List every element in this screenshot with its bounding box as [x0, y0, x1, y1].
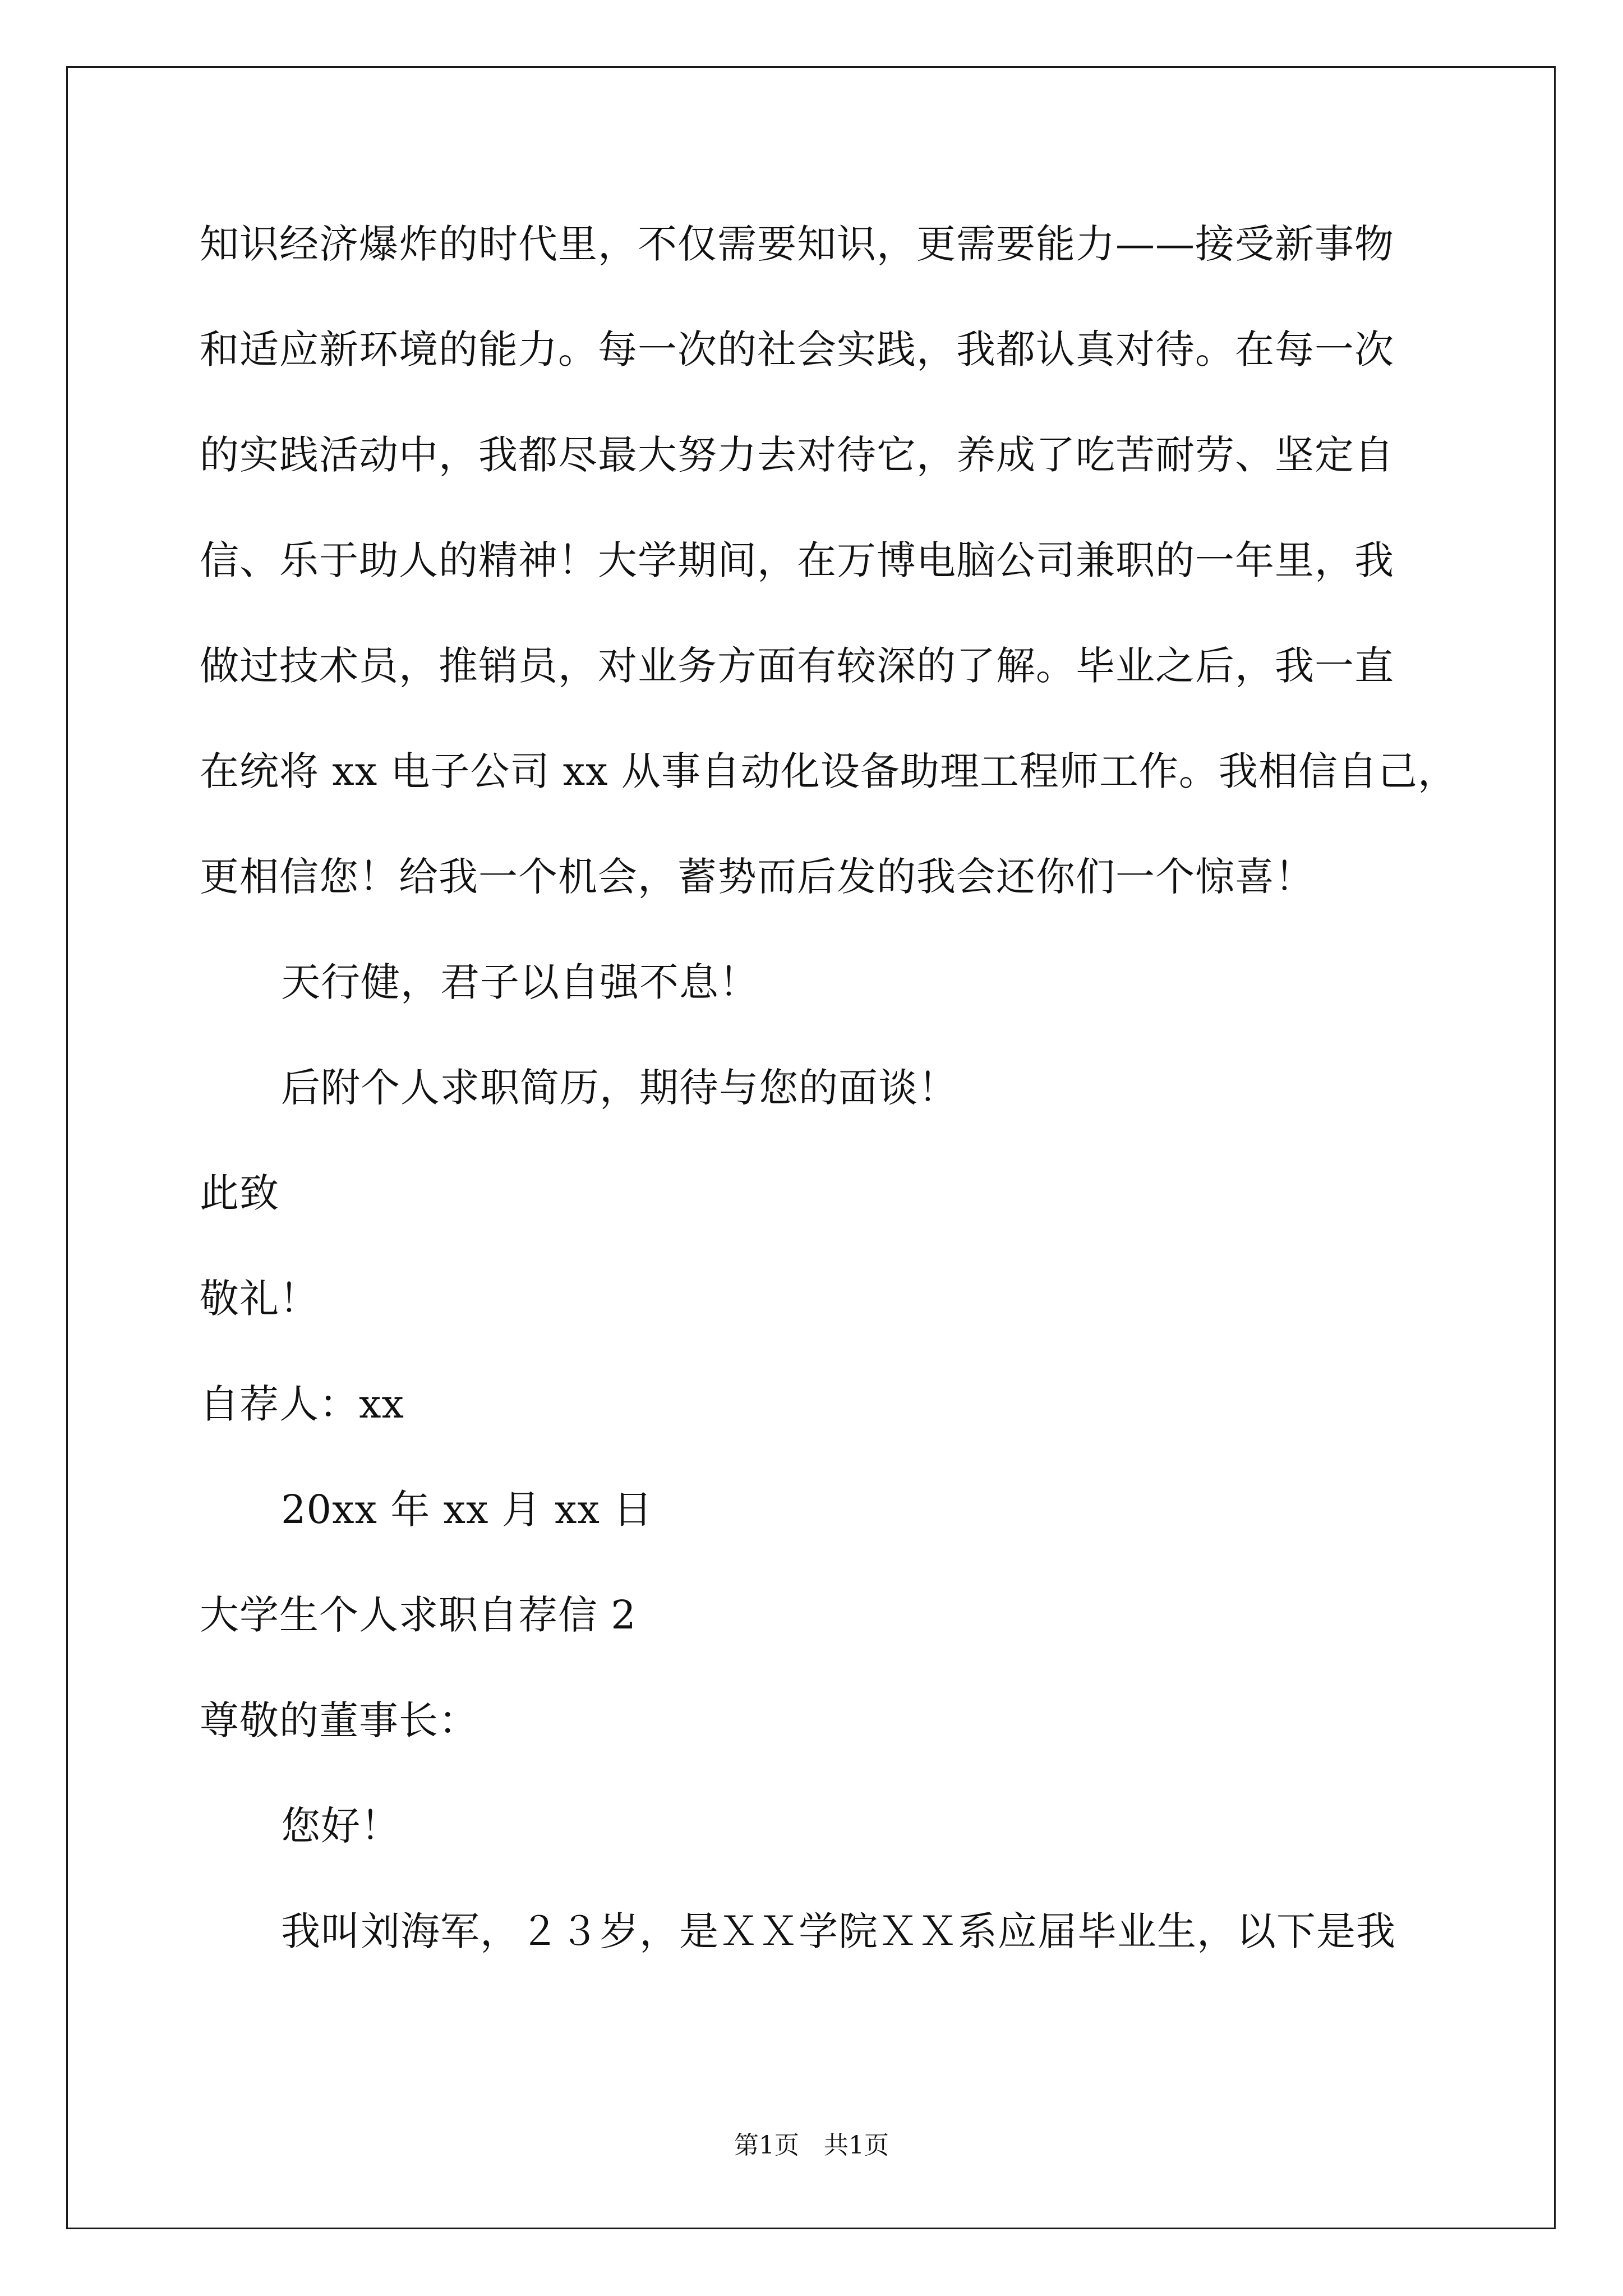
body-line-2: 和适应新环境的能力。每一次的社会实践，我都认真对待。在每一次 — [200, 326, 1394, 372]
body-line-5: 做过技术员，推销员，对业务方面有较深的了解。毕业之后，我一直 — [200, 643, 1394, 689]
page-footer: 第1页 共1页 — [734, 2131, 889, 2160]
motto-line: 天行健，君子以自强不息！ — [281, 959, 759, 1005]
body-line-4: 信、乐于助人的精神！大学期间，在万博电脑公司兼职的一年里，我 — [200, 537, 1394, 583]
resume-note: 后附个人求职简历，期待与您的面谈！ — [281, 1065, 958, 1111]
greeting-line: 您好！ — [281, 1803, 400, 1849]
date-line: 20xx 年 xx 月 xx 日 — [281, 1487, 653, 1533]
signature-line: 自荐人：xx — [200, 1381, 404, 1427]
closing-regards: 敬礼！ — [200, 1276, 319, 1322]
body-line-1: 知识经济爆炸的时代里，不仅需要知识，更需要能力——接受新事物 — [200, 221, 1394, 267]
recipient-salutation: 尊敬的董事长： — [200, 1697, 478, 1743]
document-body — [200, 221, 1458, 2017]
intro-line: 我叫刘海军，２３岁，是ＸＸ学院ＸＸ系应届毕业生，以下是我 — [281, 1908, 1396, 1954]
section-heading: 大学生个人求职自荐信 2 — [200, 1592, 637, 1638]
closing-salutation: 此致 — [200, 1170, 279, 1216]
body-line-7: 更相信您！给我一个机会，蓄势而后发的我会还你们一个惊喜！ — [200, 854, 1315, 900]
body-line-3: 的实践活动中，我都尽最大努力去对待它，养成了吃苦耐劳、坚定自 — [200, 432, 1394, 478]
body-line-6: 在统将 xx 电子公司 xx 从事自动化设备助理工程师工作。我相信自己， — [200, 748, 1458, 794]
